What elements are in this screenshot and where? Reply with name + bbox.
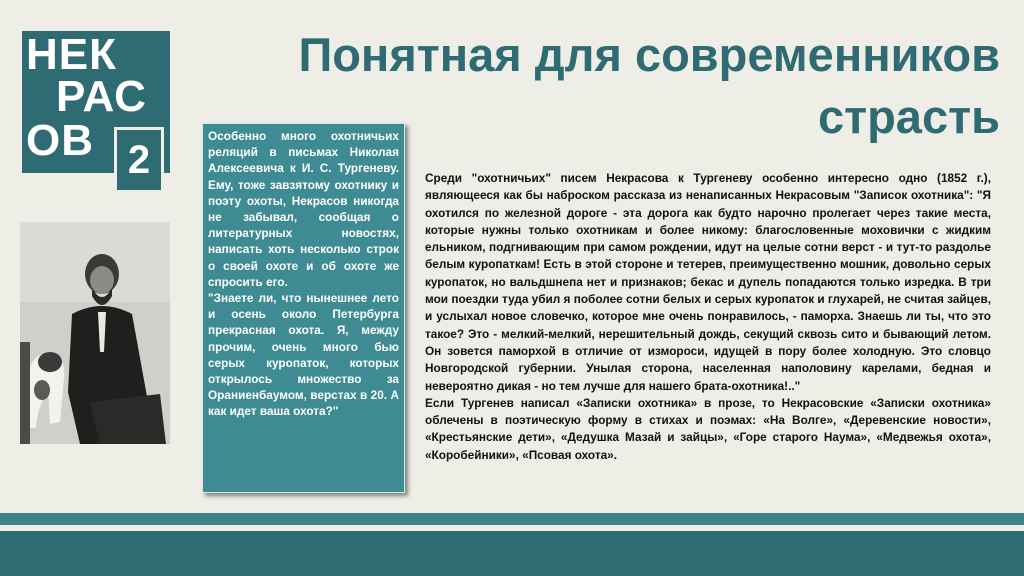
title-line-1: Понятная для современников [298, 28, 1000, 81]
main-paragraph-2: Если Тургенев написал «Записки охотника» в прозе, то Некрасовские «Записки охотника» облечены в поэтическую форму в стихах и поэмах: «На Волге», «Деревенские новости», «Крестьянские дети», «Дедушка Мазай и зайцы», «Горе старого Наума», «Медвежья охота», «Коробейники», «Псовая охота». [425, 395, 991, 462]
footer-stripe-wide [0, 531, 1024, 576]
sidebar-quote-box [202, 123, 405, 493]
sidebar-paragraph-1: Особенно много охотничьих реляций в письмах Николая Алексеевича к И. С. Тургеневу. Ему, тоже завзятому охотнику и поэту охоты, Некрасов никогда не забывал, сообщая о литературных новостях, написать хоть несколько строк о своей охоте и об охоте же спросить его. [208, 129, 399, 289]
logo-line-1: НЕК [26, 30, 117, 79]
slide-number-badge: 2 [114, 127, 164, 193]
portrait-image [20, 222, 170, 444]
title-line-2: страсть [817, 90, 1000, 143]
logo-line-3: ОВ [26, 116, 94, 165]
sidebar-paragraph-2: "Знаете ли, что нынешнее лето и осень около Петербурга прекрасная охота. Я, между прочим, очень много бью серых куропаток, которых открылось множество за Ораниенбаумом, верстах в 20. А как идет ваша охота?" [208, 291, 399, 419]
footer-stripe-thin [0, 513, 1024, 525]
main-paragraph-1: Среди "охотничьих" писем Некрасова к Тургеневу особенно интересно одно (1852 г.), являющееся как бы наброском рассказа из ненаписанных Некрасовым "Записок охотника": "Я охотился по железной дороге - эта дорога как будто нарочно пролегает через такие места, которые нужны только охотникам и более никому: благословенные моховички с жидким ельником, подгнивающим при самом рождении, идут на целые сотни верст - и тут-то раздолье белым куропаткам! Есть в этой стороне и тетерев, преимущественно мошник, довольно серых куропаток, но вальдшнепа нет и признаков; бекас и дупель попадаются только изредка. В три мои поездки туда убил я поболее сотни белых и серых куропаток и глухарей, не считая зайцев, и услыхал новое словечко, которое мне очень понравилось, - паморха. Знаешь ли ты, что это такое? Это - мелкий-мелкий, нерешительный дождь, секущий сквозь сито и бывающий летом. Он зовется паморхой в отличие от измороси, идущей в пору более холодную. Это словцо Новгородской губернии. Унылая сторона, населенная наполовину карелами, бедная и невероятно дикая - но тем лучше для нашего брата-охотника!.." [425, 171, 991, 393]
main-body-text [425, 170, 991, 464]
portrait-photo [20, 222, 170, 444]
logo-line-2: РАС [56, 72, 147, 121]
